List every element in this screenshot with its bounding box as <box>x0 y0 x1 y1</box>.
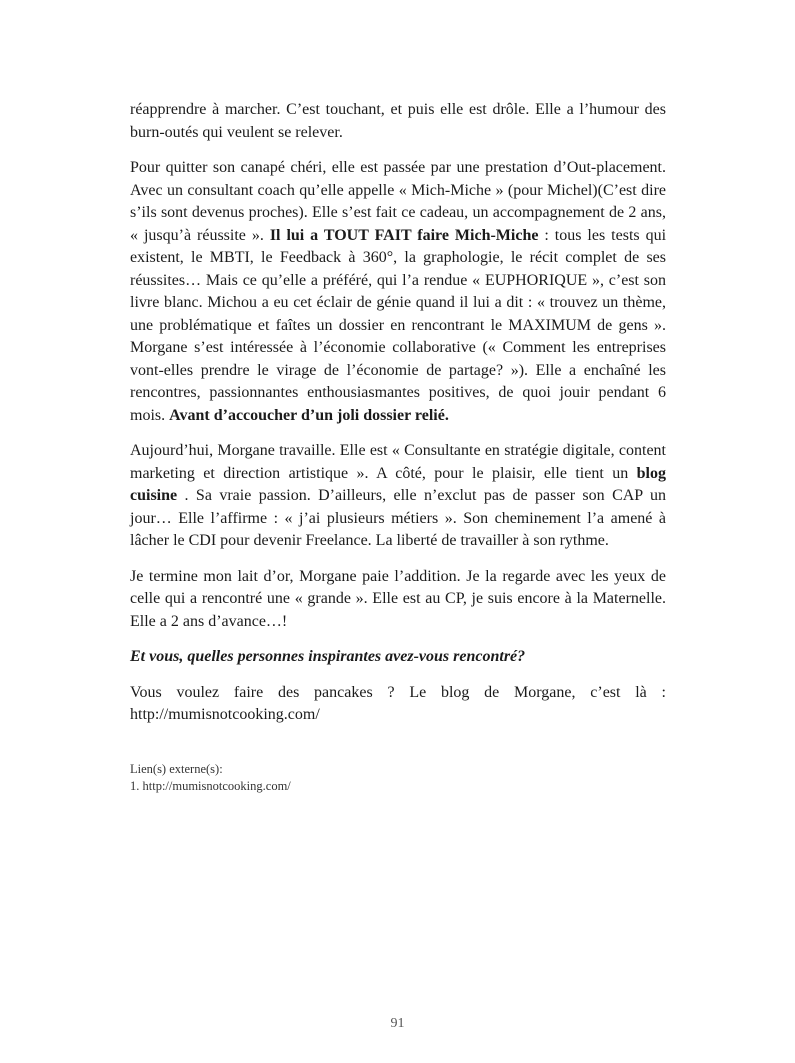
text-run: : tous les tests qui existent, le MBTI, le Feedback à 360°, la graphologie, le récit complet de ses réussites… Mais ce qu’elle a préféré, qui l’a rendue « EUPHORIQUE », c’est son livre blanc. Michou a eu cet éclair de génie quand il lui a dit : « trouvez un thème, une problématique et faîtes un dossier en rencontrant le MAXIMUM de gens ». Morgane s’est intéressée à l’économie collaborative (« Comment les entreprises vont-elles prendre le virage de l’économie de partage? »). Elle a enchaîné les rencontres, passionnantes enthousiasmantes positives, de quoi jouir pendant 6 mois. <box>130 226 667 424</box>
text-run: . Sa vraie passion. D’ailleurs, elle n’exclut pas de passer son CAP un jour… Elle l’affirme : « j’ai plusieurs métiers ». Son cheminement l’a amené à lâcher le CDI pour devenir Freelance. La liberté de travailler à son rythme. <box>130 487 666 549</box>
paragraph-continuation <box>130 99 666 144</box>
bold-run: blog cuisine <box>130 464 666 504</box>
text-run: Vous voulez faire des pancakes ? Le blog de Morgane, c’est là : http://mumisnotcooking.com/ <box>130 683 666 723</box>
text-run: Aujourd’hui, Morgane travaille. Elle est « Consultante en stratégie digitale, content marketing et direction artistique ». A côté, pour le plaisir, elle tient un <box>130 442 666 482</box>
text-run: réapprendre à marcher. C’est touchant, et puis elle est drôle. Elle a l’humour des burn-outés qui veulent se relever. <box>130 101 666 141</box>
paragraph-today <box>130 440 666 553</box>
question-heading <box>130 646 666 669</box>
footnotes <box>130 761 666 795</box>
bold-run: Il lui a TOUT FAIT faire Mich-Miche <box>269 226 539 244</box>
page-body <box>130 99 666 795</box>
paragraphs-container <box>130 99 666 727</box>
footnote-label: Lien(s) externe(s): <box>130 761 223 776</box>
paragraph-pancakes <box>130 682 666 727</box>
text-run: Et vous, quelles personnes inspirantes avez-vous rencontré? <box>130 648 526 665</box>
paragraph-outplacement <box>130 157 666 427</box>
bold-run: Avant d’accoucher d’un joli dossier relié. <box>169 406 449 424</box>
text-run: Je termine mon lait d’or, Morgane paie l’addition. Je la regarde avec les yeux de celle qui a rencontré une « grande ». Elle est au CP, je suis encore à la Maternelle. Elle a 2 ans d’avance…! <box>130 567 666 630</box>
paragraph-conclusion <box>130 566 666 634</box>
footnote-item: 1. http://mumisnotcooking.com/ <box>130 778 291 793</box>
text-run: Pour quitter son canapé chéri, elle est passée par une prestation d’Out-placement. Avec un consultant coach qu’elle appelle « Mich-Miche » (pour Michel)(C’est dire s’ils sont devenus proches). Elle s’est fait ce cadeau, un accompagnement de 2 ans, « jusqu’à réussite ». <box>130 159 666 244</box>
page-number: 91 <box>390 1016 405 1031</box>
footnote-items <box>130 778 666 795</box>
